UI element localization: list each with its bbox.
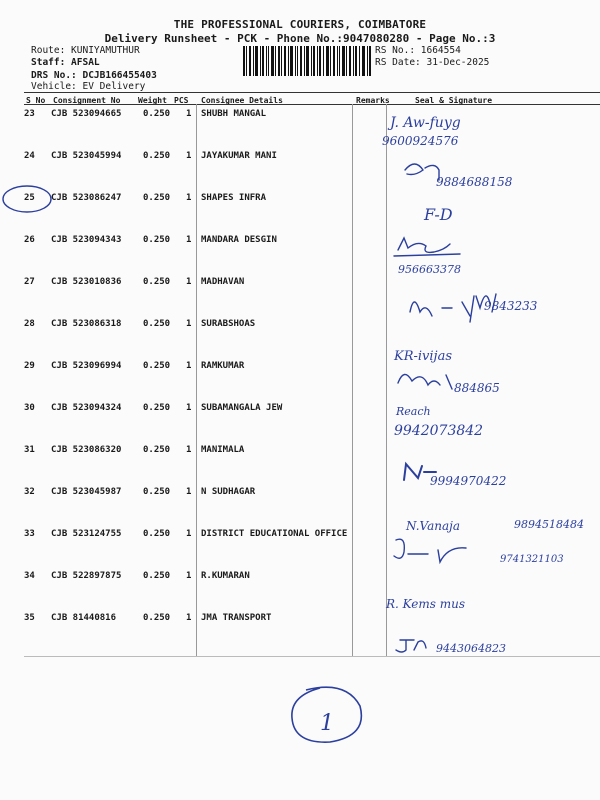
row-sno: 25 (24, 193, 35, 203)
row-pcs: 1 (186, 277, 192, 287)
row-weight: 0.250 (143, 445, 171, 455)
table-row (24, 361, 354, 375)
row-consignment-no: CJB 523045994 (51, 151, 122, 161)
handwritten-signature: J. Aw-fuyg (390, 115, 461, 131)
handwritten-note: F-D (424, 205, 453, 224)
handwritten-phone: 9741321103 (500, 554, 564, 565)
handwritten-note: N.Vanaja (406, 519, 461, 533)
handwritten-signature (405, 164, 439, 180)
row-consignee: MADHAVAN (201, 277, 245, 287)
handwritten-phone: 9884688158 (436, 175, 513, 189)
row-sno: 32 (24, 487, 35, 497)
handwritten-signature: KR-ivijas (394, 349, 453, 364)
row-consignment-no: CJB 523086318 (51, 319, 122, 329)
row-consignment-no: CJB 523045987 (51, 487, 122, 497)
row-pcs: 1 (186, 319, 192, 329)
handwritten-signature (398, 238, 450, 252)
row-sno: 30 (24, 403, 35, 413)
handwritten-phone: 9443064823 (436, 642, 506, 655)
handwritten-phone: 956663378 (398, 263, 461, 276)
row-consignee: DISTRICT EDUCATIONAL OFFICE (201, 529, 348, 539)
company-name: THE PROFESSIONAL COURIERS, COIMBATORE (173, 18, 427, 31)
row-consignee: MANIMALA (201, 445, 245, 455)
table-row (24, 529, 354, 543)
row-weight: 0.250 (143, 571, 171, 581)
row-consignee: SHAPES INFRA (201, 193, 267, 203)
col-weight: Weight (138, 96, 167, 105)
handwritten-signature: Reach (396, 405, 431, 418)
staff-label: Staff: AFSAL (31, 57, 100, 68)
row-consignee: SHUBH MANGAL (201, 109, 267, 119)
row-pcs: 1 (186, 571, 192, 581)
rs-number: RS No.: 1664554 (375, 45, 461, 56)
row-sno: 29 (24, 361, 35, 371)
row-consignment-no: CJB 523086247 (51, 193, 122, 203)
row-consignment-no: CJB 523086320 (51, 445, 122, 455)
row-consignment-no: CJB 523094324 (51, 403, 122, 413)
col-remarks: Remarks (356, 96, 390, 105)
row-weight: 0.250 (143, 487, 171, 497)
circle-mark (0, 182, 60, 218)
handwritten-phone: 9994970422 (430, 474, 507, 488)
row-pcs: 1 (186, 403, 192, 413)
row-consignee: JAYAKUMAR MANI (201, 151, 277, 161)
row-sno: 33 (24, 529, 35, 539)
row-weight: 0.250 (143, 151, 171, 161)
row-weight: 0.250 (143, 193, 171, 203)
row-weight: 0.250 (143, 109, 171, 119)
handwritten-phone: 9843233 (484, 299, 538, 313)
handwritten-phone: 9600924576 (382, 134, 459, 148)
route-label: Route: KUNIYAMUTHUR (31, 45, 140, 56)
table-row (24, 109, 354, 123)
handwritten-phone: 9894518484 (514, 518, 584, 531)
page-count-mark (288, 680, 368, 750)
col-sno: S No (26, 96, 46, 105)
rs-date: RS Date: 31-Dec-2025 (375, 57, 490, 68)
row-consignee: SUBAMANGALA JEW (201, 403, 283, 413)
drs-number: DRS No.: DCJB166455403 (31, 70, 157, 81)
row-weight: 0.250 (143, 319, 171, 329)
header-top-rule (24, 92, 600, 93)
table-row (24, 613, 354, 627)
col-seal-signature: Seal & Signature (415, 96, 493, 105)
row-weight: 0.250 (143, 529, 171, 539)
row-pcs: 1 (186, 613, 192, 623)
row-consignment-no: CJB 81440816 (51, 613, 117, 623)
row-pcs: 1 (186, 487, 192, 497)
page-count-note: 1 (320, 711, 334, 736)
row-consignment-no: CJB 523010836 (51, 277, 122, 287)
handwritten-signature: R. Kems mus (386, 597, 466, 611)
row-sno: 23 (24, 109, 35, 119)
row-weight: 0.250 (143, 235, 171, 245)
table-row (24, 277, 354, 291)
strike-line (394, 254, 460, 256)
row-sno: 26 (24, 235, 35, 245)
row-pcs: 1 (186, 529, 192, 539)
row-consignment-no: CJB 523124755 (51, 529, 122, 539)
row-consignee: N SUDHAGAR (201, 487, 256, 497)
row-consignee: SURABSHOAS (201, 319, 256, 329)
row-consignment-no: CJB 523094343 (51, 235, 122, 245)
row-pcs: 1 (186, 445, 192, 455)
row-pcs: 1 (186, 193, 192, 203)
row-consignee: RAMKUMAR (201, 361, 245, 371)
row-sno: 34 (24, 571, 35, 581)
table-row (24, 487, 354, 501)
col-consignment: Consignment No (53, 96, 121, 105)
handwritten-signature (398, 374, 452, 389)
col-pcs: PCS (174, 96, 189, 105)
handwritten-phone: 9942073842 (394, 423, 484, 439)
handwritten-signature (396, 640, 426, 652)
table-row (24, 151, 354, 165)
table-row (24, 403, 354, 417)
handwritten-phone: 884865 (454, 381, 500, 395)
row-consignment-no: CJB 522897875 (51, 571, 122, 581)
barcode (243, 46, 371, 76)
table-row (24, 445, 354, 459)
table-row (24, 193, 354, 207)
row-sno: 24 (24, 151, 35, 161)
row-sno: 35 (24, 613, 35, 623)
col-consignee: Consignee Details (201, 96, 283, 105)
row-consignee: R.KUMARAN (201, 571, 250, 581)
table-row (24, 235, 354, 249)
row-pcs: 1 (186, 109, 192, 119)
row-pcs: 1 (186, 235, 192, 245)
vehicle-label: Vehicle: EV Delivery (31, 81, 146, 92)
row-sno: 28 (24, 319, 35, 329)
row-consignee: MANDARA DESGIN (201, 235, 277, 245)
row-weight: 0.250 (143, 403, 171, 413)
table-row (24, 571, 354, 585)
row-weight: 0.250 (143, 613, 171, 623)
row-consignee: JMA TRANSPORT (201, 613, 272, 623)
handwritten-signature (394, 539, 466, 562)
row-sno: 31 (24, 445, 35, 455)
table-row (24, 319, 354, 333)
runsheet-title: Delivery Runsheet - PCK - Phone No.:9047080280 - Page No.:3 (104, 32, 496, 45)
row-weight: 0.250 (143, 361, 171, 371)
row-consignment-no: CJB 523096994 (51, 361, 122, 371)
signature-area (380, 100, 600, 660)
row-pcs: 1 (186, 361, 192, 371)
row-pcs: 1 (186, 151, 192, 161)
row-sno: 27 (24, 277, 35, 287)
row-weight: 0.250 (143, 277, 171, 287)
row-consignment-no: CJB 523094665 (51, 109, 122, 119)
